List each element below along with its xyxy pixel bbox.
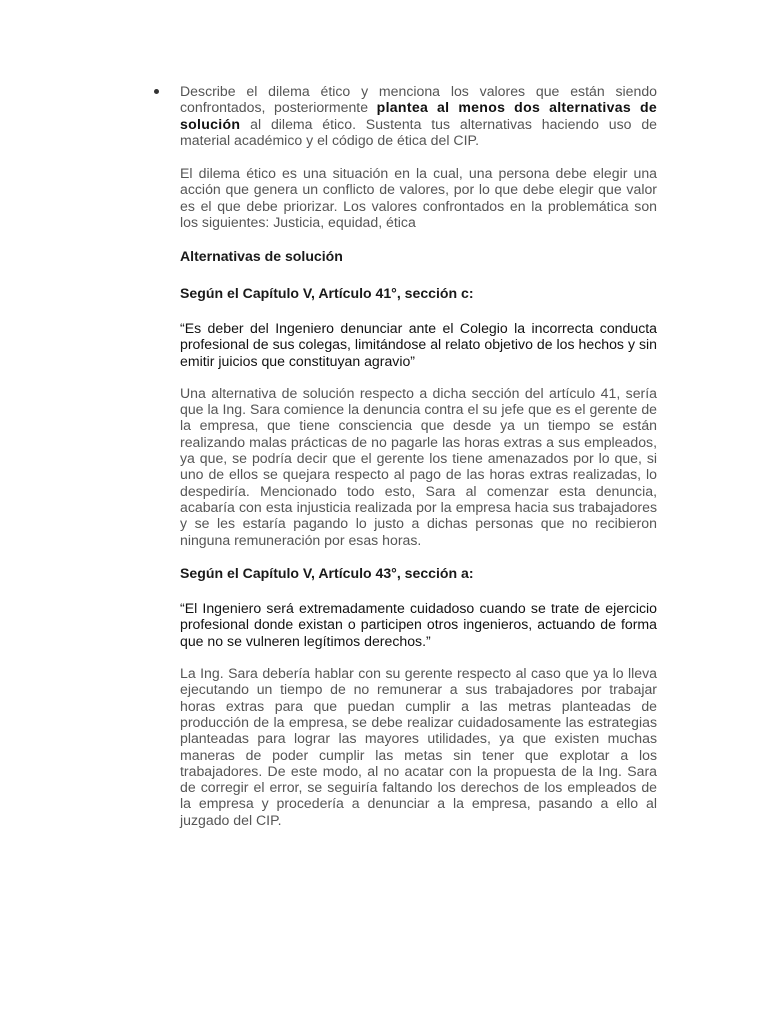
- task-text-pre: Describe el dilema ético y menciona los valores que están siendo confrontados, posteriormente: [180, 83, 657, 116]
- section1-heading: Según el Capítulo V, Artículo 41°, sección c:: [180, 284, 474, 301]
- bullet-item: [180, 83, 657, 148]
- document-content: [180, 83, 657, 828]
- section2-quote: “El Ingeniero será extremadamente cuidadoso cuando se trate de ejercicio profesional donde existan o participen otros ingenieros, actuando de forma que no se vulneren legítimos derechos.”: [180, 600, 657, 649]
- section1-body: Una alternativa de solución respecto a dicha sección del artículo 41, sería que la Ing. Sara comience la denuncia contra el su jefe que es el gerente de la empresa, que tiene consciencia que desde ya un tiempo se están realizando malas prácticas de no pagarle las horas extras a sus empleados, ya que, se podría decir que el gerente los tiene amenazados por lo que, si uno de ellos se quejara respecto al pago de las horas extras realizadas, lo despediría. Mencionado todo esto, Sara al comenzar esta denuncia, acabaría con esta injusticia realizada por la empresa hacia sus trabajadores y se les estaría pagando lo justo a dichas personas que no recibieron ninguna remuneración por esas horas.: [180, 384, 657, 548]
- section2-heading: Según el Capítulo V, Artículo 43°, sección a:: [180, 564, 474, 581]
- intro-paragraph: El dilema ético es una situación en la cual, una persona debe elegir una acción que genera un conflicto de valores, por lo que debe elegir que valor es el que debe priorizar. Los valores confrontados en la problemática son los siguientes: Justicia, equidad, ética: [180, 165, 657, 231]
- bullet-icon: [154, 89, 159, 94]
- section2-body: La Ing. Sara debería hablar con su gerente respecto al caso que ya lo lleva ejecutando un tiempo de no remunerar a sus trabajadores por trabajar horas extras para que puedan cumplir a las metras planteadas de producción de la empresa, se debe realizar cuidadosamente las estrategias planteadas para lograr las mayores utilidades, ya que existen muchas maneras de poder cumplir las metas sin tener que explotar a los trabajadores. De este modo, al no acatar con la propuesta de la Ing. Sara de corregir el error, se seguiría faltando los derechos de los empleados de la empresa y procedería a denunciar a la empresa, pasando a ello al juzgado del CIP.: [180, 665, 657, 828]
- task-instructions: [180, 83, 657, 148]
- alternatives-heading: Alternativas de solución: [180, 248, 343, 265]
- section1-quote: “Es deber del Ingeniero denunciar ante el Colegio la incorrecta conducta profesional de sus colegas, limitándose al relato objetivo de los hechos y sin emitir juicios que constituyan agravio”: [180, 319, 657, 369]
- task-text-bold: plantea al menos dos alternativas de solución: [180, 99, 657, 132]
- task-text-post: al dilema ético. Sustenta tus alternativas haciendo uso de material académico y el código de ética del CIP.: [180, 115, 657, 148]
